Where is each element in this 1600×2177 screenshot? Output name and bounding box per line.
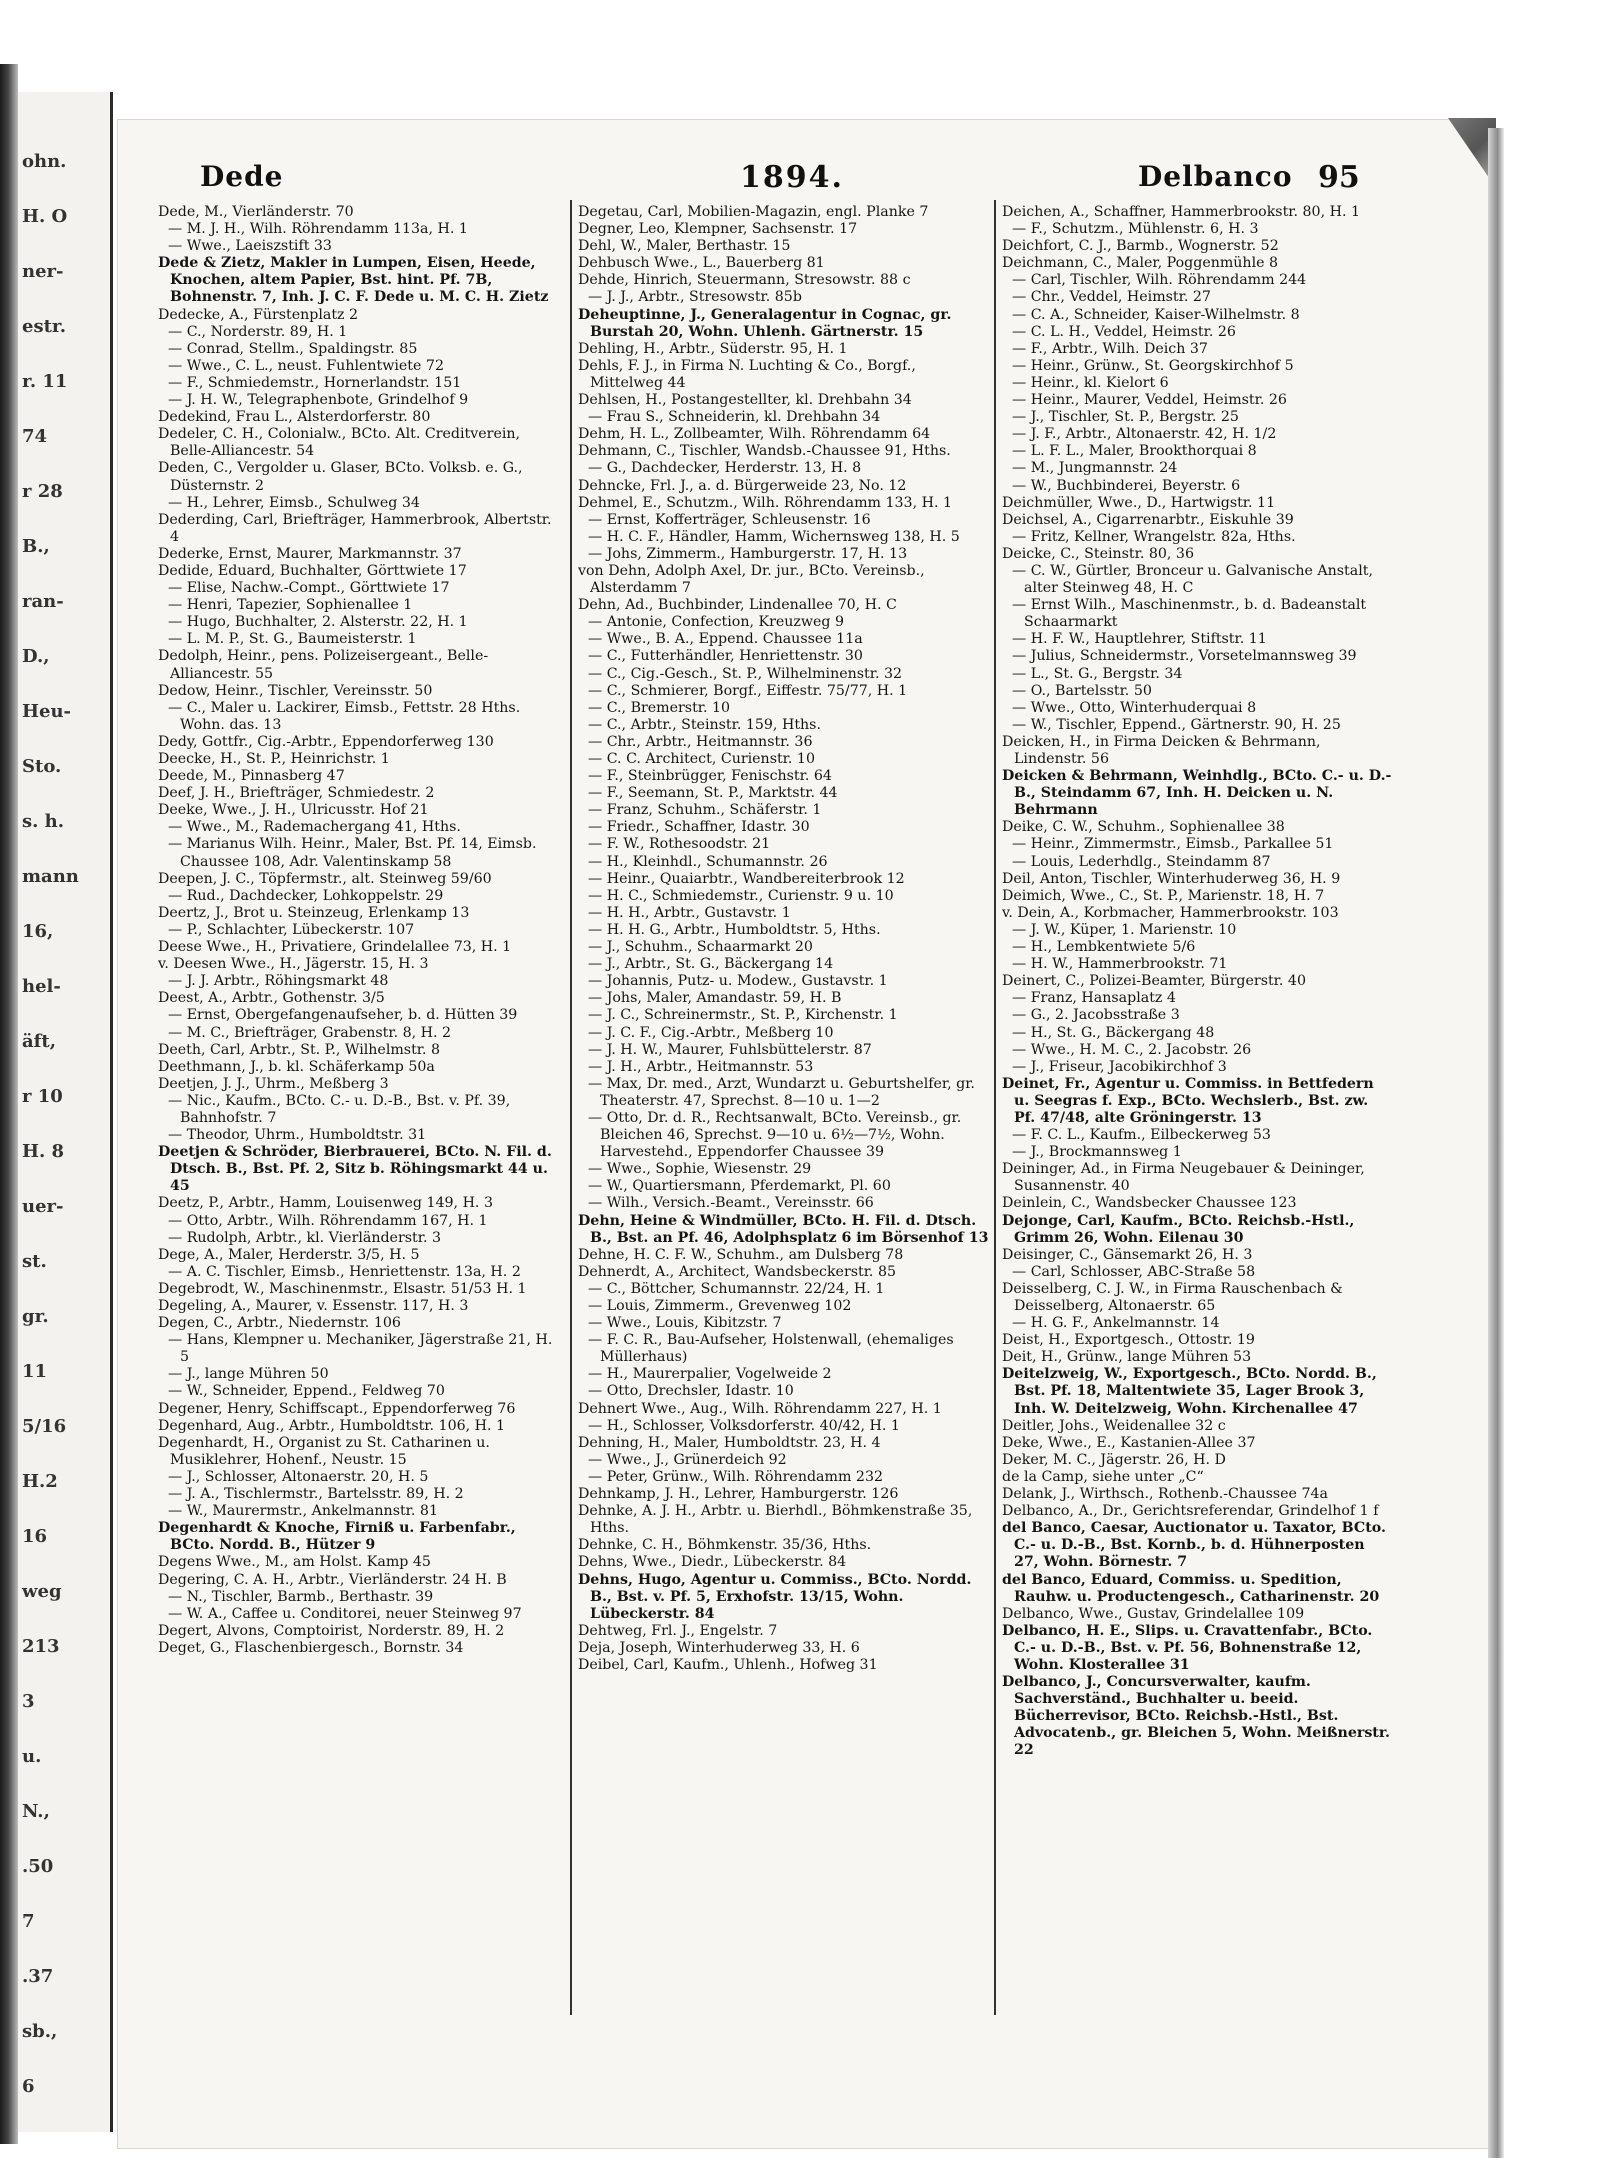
previous-page-fragment: sb., bbox=[22, 2021, 58, 2042]
directory-entry: — Marianus Wilh. Heinr., Maler, Bst. Pf. 14, Eimsb. Chaussee 108, Adr. Valentinskamp 58 bbox=[168, 836, 537, 870]
directory-entry: — C., Norderstr. 89, H. 1 bbox=[168, 323, 348, 340]
directory-entry: Dehnke, C. H., Böhmkenstr. 35/36, Hths. bbox=[578, 1537, 872, 1554]
directory-entry: — F. C. L., Kaufm., Eilbeckerweg 53 bbox=[1012, 1127, 1271, 1144]
directory-entry: — H. H., Arbtr., Gustavstr. 1 bbox=[588, 904, 791, 921]
scan-shadow-right bbox=[1488, 128, 1504, 2158]
directory-entry: Deimich, Wwe., C., St. P., Marienstr. 18, H. 7 bbox=[1002, 887, 1325, 904]
directory-entry: Dedecke, A., Fürstenplatz 2 bbox=[158, 306, 359, 323]
directory-entry: — W., Schneider, Eppend., Feldweg 70 bbox=[168, 1383, 445, 1400]
directory-entry: Dehns, Hugo, Agentur u. Commiss., BCto. Nordd. B., Bst. v. Pf. 5, Erxhofstr. 13/15, Wohn. Lübeckerstr. 84 bbox=[578, 1571, 972, 1622]
directory-entry: Deden, C., Vergolder u. Glaser, BCto. Volksb. e. G., Düsternstr. 2 bbox=[158, 460, 523, 494]
previous-page-fragment: H.2 bbox=[22, 1471, 58, 1492]
directory-entry: — Friedr., Schaffner, Idastr. 30 bbox=[588, 819, 810, 836]
directory-entry: von Dehn, Adolph Axel, Dr. jur., BCto. Vereinsb., Alsterdamm 7 bbox=[578, 562, 925, 597]
previous-page-fragment: u. bbox=[22, 1746, 42, 1767]
directory-entry: Deethmann, J., b. kl. Schäferkamp 50a bbox=[158, 1058, 435, 1075]
directory-entry: Delbanco, H. E., Slips. u. Cravattenfabr., BCto. C.- u. D.-B., Bst. v. Pf. 56, Bohnenstraße 12, Wohn. Klosterallee 31 bbox=[1002, 1622, 1373, 1673]
previous-page-fragment: 6 bbox=[22, 2076, 35, 2097]
directory-entry: — W., Maurermstr., Ankelmannstr. 81 bbox=[168, 1503, 438, 1520]
directory-entry: — F., Schutzm., Mühlenstr. 6, H. 3 bbox=[1012, 221, 1259, 238]
directory-entry: Deinlein, C., Wandsbecker Chaussee 123 bbox=[1002, 1195, 1297, 1212]
directory-entry: — J., Tischler, St. P., Bergstr. 25 bbox=[1012, 409, 1239, 426]
directory-entry: — H., Kleinhdl., Schumannstr. 26 bbox=[588, 853, 828, 870]
directory-entry: — Wwe., M., Rademachergang 41, Hths. bbox=[168, 819, 461, 836]
directory-entry: Dehls, F. J., in Firma N. Luchting & Co., Borgf., Mittelweg 44 bbox=[578, 357, 916, 391]
directory-entry: — H., Lehrer, Eimsb., Schulweg 34 bbox=[168, 494, 420, 511]
directory-entry: Deichsel, A., Cigarrenarbtr., Eiskuhle 39 bbox=[1002, 511, 1294, 528]
directory-entry: Dehn, Heine & Windmüller, BCto. H. Fil. d. Dtsch. B., Bst. an Pf. 46, Adolphsplatz 6 im Börsenhof 13 bbox=[578, 1212, 989, 1246]
directory-entry: — J. F., Arbtr., Altonaerstr. 42, H. 1/2 bbox=[1012, 426, 1277, 443]
directory-entry: — Wwe., Louis, Kibitzstr. 7 bbox=[588, 1315, 782, 1332]
directory-entry: — Ernst, Kofferträger, Schleusenstr. 16 bbox=[588, 511, 871, 528]
directory-entry: — J., Schlosser, Altonaerstr. 20, H. 5 bbox=[168, 1468, 429, 1485]
directory-entry: — Ernst, Obergefangenaufseher, b. d. Hütten 39 bbox=[168, 1007, 518, 1024]
previous-page-fragment: r 28 bbox=[22, 481, 63, 502]
directory-entry: Dege, A., Maler, Herderstr. 3/5, H. 5 bbox=[158, 1246, 420, 1263]
directory-entry: — Hugo, Buchhalter, 2. Alsterstr. 22, H. 1 bbox=[168, 614, 468, 631]
directory-entry: Deichmüller, Wwe., D., Hartwigstr. 11 bbox=[1002, 494, 1276, 511]
previous-page-edge bbox=[18, 92, 113, 2132]
directory-entry: Dehmann, C., Tischler, Wandsb.-Chaussee 91, Hths. bbox=[578, 443, 951, 460]
directory-entry: — C., Cig.-Gesch., St. P., Wilhelminenstr. 32 bbox=[588, 665, 903, 682]
directory-entry: — Wwe., Laeiszstift 33 bbox=[168, 238, 332, 255]
directory-entry: — J. H. W., Maurer, Fuhlsbüttelerstr. 87 bbox=[588, 1041, 872, 1058]
directory-entry: v. Deesen Wwe., H., Jägerstr. 15, H. 3 bbox=[158, 956, 429, 973]
directory-entry: Deit, H., Grünw., lange Mühren 53 bbox=[1002, 1349, 1252, 1366]
previous-page-fragment: 3 bbox=[22, 1691, 35, 1712]
directory-entry: Dehning, H., Maler, Humboldtstr. 23, H. 4 bbox=[578, 1434, 881, 1451]
directory-entry: — C., Futterhändler, Henriettenstr. 30 bbox=[588, 648, 863, 665]
directory-entry: Deetjen & Schröder, Bierbrauerei, BCto. N. Fil. d. Dtsch. B., Bst. Pf. 2, Sitz b. Röhingsmarkt 44 u. 45 bbox=[158, 1144, 552, 1195]
directory-entry: — J., Brockmannsweg 1 bbox=[1012, 1144, 1182, 1161]
directory-entry: Deertz, J., Brot u. Steinzeug, Erlenkamp 13 bbox=[158, 904, 470, 921]
directory-entry: Degen, C., Arbtr., Niedernstr. 106 bbox=[158, 1315, 401, 1332]
directory-entry: Dehling, H., Arbtr., Süderstr. 95, H. 1 bbox=[578, 340, 848, 357]
directory-entry: Dehn, Ad., Buchbinder, Lindenallee 70, H. C bbox=[578, 597, 897, 614]
directory-entry: Dede & Zietz, Makler in Lumpen, Eisen, Heede, Knochen, altem Papier, Bst. hint. Pf. 7B, Bohnenstr. 7, Inh. J. C. F. Dede u. M. C. H. Zietz bbox=[158, 255, 549, 306]
previous-page-fragment: r. 11 bbox=[22, 371, 68, 392]
directory-entry: de la Camp, siehe unter „C“ bbox=[1002, 1468, 1204, 1485]
directory-entry: — C. W., Gürtler, Bronceur u. Galvanische Anstalt, alter Steinweg 48, H. C bbox=[1012, 562, 1373, 597]
directory-entry: Deininger, Ad., in Firma Neugebauer & Deininger, Susannenstr. 40 bbox=[1002, 1161, 1365, 1195]
directory-entry: — Johs, Zimmerm., Hamburgerstr. 17, H. 13 bbox=[588, 545, 908, 562]
directory-entry: — Carl, Tischler, Wilh. Röhrendamm 244 bbox=[1012, 272, 1307, 289]
directory-entry: — J., Schuhm., Schaarmarkt 20 bbox=[588, 939, 813, 956]
directory-entry: — N., Tischler, Barmb., Berthastr. 39 bbox=[168, 1588, 434, 1605]
directory-entry: Dehlsen, H., Postangestellter, kl. Drehbahn 34 bbox=[578, 392, 912, 409]
directory-entry: — Johs, Maler, Amandastr. 59, H. B bbox=[588, 990, 842, 1007]
directory-entry: Deitelzweig, W., Exportgesch., BCto. Nordd. B., Bst. Pf. 18, Maltentwiete 35, Lager Brook 3, Inh. W. Deitelzweig, Wohn. Kirchenallee 47 bbox=[1002, 1366, 1377, 1417]
directory-entry: Degeling, A., Maurer, v. Essenstr. 117, H. 3 bbox=[158, 1298, 469, 1314]
directory-entry: — J. H. W., Telegraphenbote, Grindelhof 9 bbox=[168, 392, 469, 409]
directory-entry: Deetz, P., Arbtr., Hamm, Louisenweg 149, H. 3 bbox=[158, 1195, 493, 1212]
directory-entry: — C. C. Architect, Curienstr. 10 bbox=[588, 751, 815, 767]
previous-page-fragment: 7 bbox=[22, 1911, 35, 1932]
directory-entry: Deef, J. H., Briefträger, Schmiedestr. 2 bbox=[158, 785, 435, 802]
directory-entry: Deicken, H., in Firma Deicken & Behrmann, Lindenstr. 56 bbox=[1002, 733, 1321, 767]
directory-entry: — H., Schlosser, Volksdorferstr. 40/42, H. 1 bbox=[588, 1417, 900, 1434]
directory-entry: — W., Tischler, Eppend., Gärtnerstr. 90, H. 25 bbox=[1012, 716, 1341, 733]
directory-entry: Dehne, H. C. F. W., Schuhm., am Dulsberg 78 bbox=[578, 1246, 904, 1263]
directory-entry: — M., Jungmannstr. 24 bbox=[1012, 460, 1178, 477]
directory-entry: Dede, M., Vierländerstr. 70 bbox=[158, 204, 354, 220]
directory-entry: — A. C. Tischler, Eimsb., Henriettenstr. 13a, H. 2 bbox=[168, 1263, 521, 1280]
directory-entry: Degebrodt, W., Maschinenmstr., Elsastr. 51/53 H. 1 bbox=[158, 1280, 527, 1297]
previous-page-fragment: weg bbox=[22, 1581, 62, 1602]
directory-entry: Dehde, Hinrich, Steuermann, Stresowstr. 88 c bbox=[578, 272, 911, 289]
previous-page-fragment: Sto. bbox=[22, 756, 62, 777]
directory-entry: — Wwe., H. M. C., 2. Jacobstr. 26 bbox=[1012, 1041, 1252, 1058]
previous-page-fragment: st. bbox=[22, 1251, 47, 1272]
directory-entry: Delbanco, J., Concursverwalter, kaufm. Sachverständ., Buchhalter u. beeid. Bücherrevisor, BCto. Reichsb.-Hstl., Bst. Advocatenb., gr. Bleichen 5, Wohn. Meißnerstr. 22 bbox=[1002, 1674, 1390, 1759]
directory-entry: Deicke, C., Steinstr. 80, 36 bbox=[1002, 545, 1194, 562]
page-number: 95 bbox=[1318, 160, 1360, 195]
directory-entry: Delbanco, A., Dr., Gerichtsreferendar, Grindelhof 1 f bbox=[1002, 1503, 1379, 1520]
directory-entry: — Otto, Drechsler, Idastr. 10 bbox=[588, 1383, 794, 1400]
directory-entry: — Heinr., Zimmermstr., Eimsb., Parkallee 51 bbox=[1012, 836, 1334, 853]
directory-entry: — M. J. H., Wilh. Röhrendamm 113a, H. 1 bbox=[168, 221, 468, 238]
scan-shadow-left bbox=[0, 64, 18, 2144]
directory-entry: — C., Böttcher, Schumannstr. 22/24, H. 1 bbox=[588, 1280, 885, 1297]
directory-entry: — Wilh., Versich.-Beamt., Vereinsstr. 66 bbox=[588, 1195, 874, 1212]
previous-page-fragment: s. h. bbox=[22, 811, 65, 832]
directory-entry: Dederke, Ernst, Maurer, Markmannstr. 37 bbox=[158, 545, 462, 562]
directory-entry: — C. L. H., Veddel, Heimstr. 26 bbox=[1012, 323, 1236, 340]
directory-entry: Dehbusch Wwe., L., Bauerberg 81 bbox=[578, 255, 825, 272]
directory-entry: Deike, C. W., Schuhm., Sophienallee 38 bbox=[1002, 819, 1285, 836]
directory-entry: Dehnke, A. J. H., Arbtr. u. Bierhdl., Böhmkenstraße 35, Hths. bbox=[578, 1503, 973, 1537]
previous-page-fragment: 16 bbox=[22, 1526, 48, 1547]
directory-entry: — O., Bartelsstr. 50 bbox=[1012, 682, 1152, 699]
directory-entry: — F. W., Rothesoodstr. 21 bbox=[588, 836, 771, 853]
directory-entry: — J. J. Arbtr., Röhingsmarkt 48 bbox=[168, 973, 389, 990]
directory-entry: — Franz, Hansaplatz 4 bbox=[1012, 990, 1176, 1007]
previous-page-fragment: H. O bbox=[22, 206, 68, 227]
directory-entry: Dehl, W., Maler, Berthastr. 15 bbox=[578, 238, 791, 255]
directory-entry: Deetjen, J. J., Uhrm., Meßberg 3 bbox=[158, 1075, 389, 1092]
directory-entry: — Chr., Arbtr., Heitmannstr. 36 bbox=[588, 733, 813, 750]
directory-entry: — H., Maurerpalier, Vogelweide 2 bbox=[588, 1366, 832, 1383]
directory-entry: Dehm, H. L., Zollbeamter, Wilh. Röhrendamm 64 bbox=[578, 426, 931, 443]
directory-entry: — M. C., Briefträger, Grabenstr. 8, H. 2 bbox=[168, 1024, 452, 1041]
column-middle bbox=[578, 204, 990, 2084]
directory-entry: Deitler, Johs., Weidenallee 32 c bbox=[1002, 1417, 1226, 1434]
previous-page-fragment: r 10 bbox=[22, 1086, 63, 1107]
directory-entry: — W., Quartiersmann, Pferdemarkt, Pl. 60 bbox=[588, 1178, 891, 1195]
previous-page-fragment: N., bbox=[22, 1801, 50, 1822]
previous-page-fragment: D., bbox=[22, 646, 50, 667]
previous-page-fragment: äft, bbox=[22, 1031, 56, 1052]
directory-entry: Deicken & Behrmann, Weinhdlg., BCto. C.- u. D.-B., Steindamm 67, Inh. H. Deicken u. N. Behrmann bbox=[1002, 768, 1392, 819]
previous-page-fragment: hel- bbox=[22, 976, 61, 997]
directory-entry: — Elise, Nachw.-Compt., Görttwiete 17 bbox=[168, 580, 450, 597]
directory-entry: Degering, C. A. H., Arbtr., Vierländerstr. 24 H. B bbox=[158, 1571, 507, 1588]
directory-entry: — C., Schmierer, Borgf., Eiffestr. 75/77, H. 1 bbox=[588, 682, 908, 699]
directory-entry: Deichfort, C. J., Barmb., Wognerstr. 52 bbox=[1002, 238, 1279, 255]
directory-entry: del Banco, Caesar, Auctionator u. Taxator, BCto. C.- u. D.-B., Bst. Kornb., b. d. Hühnerposten 27, Wohn. Börnestr. 7 bbox=[1002, 1520, 1386, 1571]
year-heading: 1894. bbox=[740, 160, 844, 195]
directory-entry: — Louis, Lederhdlg., Steindamm 87 bbox=[1012, 853, 1271, 870]
column-left bbox=[158, 204, 564, 2084]
directory-entry: — J. J., Arbtr., Stresowstr. 85b bbox=[588, 289, 802, 306]
directory-entry: — J. C. F., Cig.-Arbtr., Meßberg 10 bbox=[588, 1024, 834, 1041]
previous-page-fragment: 213 bbox=[22, 1636, 60, 1657]
directory-entry: — Heinr., Quaiarbtr., Wandbereiterbrook 12 bbox=[588, 870, 905, 887]
column-rule bbox=[570, 200, 572, 2015]
directory-entry: Deichmann, C., Maler, Poggenmühle 8 bbox=[1002, 255, 1279, 272]
page-header bbox=[118, 160, 1388, 208]
directory-entry: Deibel, Carl, Kaufm., Uhlenh., Hofweg 31 bbox=[578, 1656, 878, 1673]
previous-page-fragment: estr. bbox=[22, 316, 66, 337]
directory-entry: Dedy, Gottfr., Cig.-Arbtr., Eppendorferweg 130 bbox=[158, 733, 494, 750]
directory-entry: Deeth, Carl, Arbtr., St. P., Wilhelmstr. 8 bbox=[158, 1041, 441, 1058]
directory-entry: Dehnert Wwe., Aug., Wilh. Röhrendamm 227, H. 1 bbox=[578, 1400, 942, 1417]
column-right bbox=[1002, 204, 1392, 2084]
directory-entry: Dedolph, Heinr., pens. Polizeisergeant., Belle-Alliancestr. 55 bbox=[158, 648, 489, 682]
directory-entry: Deker, M. C., Jägerstr. 26, H. D bbox=[1002, 1451, 1226, 1468]
directory-entry: Deese Wwe., H., Privatiere, Grindelallee 73, H. 1 bbox=[158, 939, 512, 956]
directory-entry: — C. A., Schneider, Kaiser-Wilhelmstr. 8 bbox=[1012, 306, 1300, 323]
directory-entry: Deepen, J. C., Töpfermstr., alt. Steinweg 59/60 bbox=[158, 870, 492, 887]
directory-entry: — H., St. G., Bäckergang 48 bbox=[1012, 1024, 1215, 1041]
directory-entry: — L. M. P., St. G., Baumeisterstr. 1 bbox=[168, 631, 417, 648]
directory-entry: — Otto, Arbtr., Wilh. Röhrendamm 167, H. 1 bbox=[168, 1212, 488, 1229]
directory-entry: Dehns, Wwe., Diedr., Lübeckerstr. 84 bbox=[578, 1554, 847, 1571]
directory-entry: Degenhardt & Knoche, Firniß u. Farbenfabr., BCto. Nordd. B., Hützer 9 bbox=[158, 1520, 516, 1554]
directory-entry: — Wwe., B. A., Eppend. Chaussee 11a bbox=[588, 631, 863, 648]
directory-entry: — Theodor, Uhrm., Humboldtstr. 31 bbox=[168, 1127, 427, 1144]
directory-entry: — J. W., Küper, 1. Marienstr. 10 bbox=[1012, 921, 1237, 938]
directory-entry: Deichen, A., Schaffner, Hammerbrookstr. 80, H. 1 bbox=[1002, 204, 1361, 220]
directory-entry: — Conrad, Stellm., Spaldingstr. 85 bbox=[168, 340, 418, 357]
directory-entry: Dehmel, E., Schutzm., Wilh. Röhrendamm 133, H. 1 bbox=[578, 494, 953, 511]
directory-entry: — Otto, Dr. d. R., Rechtsanwalt, BCto. Vereinsb., gr. Bleichen 46, Sprechst. 9—10 u. 6½—7½, Wohn. Harvestehd., Eppendorfer Chaussee 39 bbox=[588, 1109, 962, 1161]
directory-entry: — Wwe., J., Grünerdeich 92 bbox=[588, 1451, 787, 1468]
directory-entry: — Max, Dr. med., Arzt, Wundarzt u. Geburtshelfer, gr. Theaterstr. 47, Sprechst. 8—10 u. 1—2 bbox=[588, 1075, 975, 1109]
directory-entry: Dedow, Heinr., Tischler, Vereinsstr. 50 bbox=[158, 682, 433, 699]
directory-entry: Deinet, Fr., Agentur u. Commiss. in Bettfedern u. Seegras f. Exp., BCto. Wechslerb., Bst. zw. Pf. 47/48, alte Gröningerstr. 13 bbox=[1002, 1075, 1374, 1126]
directory-entry: Deede, M., Pinnasberg 47 bbox=[158, 768, 345, 785]
directory-entry: — Julius, Schneidermstr., Vorsetelmannsweg 39 bbox=[1012, 648, 1357, 665]
directory-entry: Deecke, H., St. P., Heinrichstr. 1 bbox=[158, 751, 390, 767]
running-head-right: Delbanco bbox=[1138, 160, 1293, 193]
directory-entry: — Ernst Wilh., Maschinenmstr., b. d. Badeanstalt Schaarmarkt bbox=[1012, 597, 1367, 631]
directory-entry: del Banco, Eduard, Commiss. u. Spedition, Rauhw. u. Productengesch., Catharinenstr. 20 bbox=[1002, 1571, 1380, 1605]
directory-entry: — Wwe., Sophie, Wiesenstr. 29 bbox=[588, 1161, 812, 1178]
directory-entry: — L., St. G., Bergstr. 34 bbox=[1012, 665, 1183, 682]
directory-entry: — J., Arbtr., St. G., Bäckergang 14 bbox=[588, 956, 834, 973]
previous-page-fragment: Heu- bbox=[22, 701, 72, 722]
directory-entry: — Antonie, Confection, Kreuzweg 9 bbox=[588, 614, 845, 631]
directory-entry: Degens Wwe., M., am Holst. Kamp 45 bbox=[158, 1554, 431, 1571]
directory-entry: — G., 2. Jacobsstraße 3 bbox=[1012, 1007, 1180, 1024]
directory-entry: — Chr., Veddel, Heimstr. 27 bbox=[1012, 289, 1211, 306]
previous-page-fragment: uer- bbox=[22, 1196, 64, 1217]
directory-entry: — W., Buchbinderei, Beyerstr. 6 bbox=[1012, 477, 1241, 494]
directory-entry: Degenhardt, H., Organist zu St. Catharinen u. Musiklehrer, Hohenf., Neustr. 15 bbox=[158, 1434, 490, 1468]
directory-entry: — H. F. W., Hauptlehrer, Stiftstr. 11 bbox=[1012, 631, 1267, 648]
directory-entry: — Franz, Schuhm., Schäferstr. 1 bbox=[588, 802, 822, 819]
directory-entry: — J., Friseur, Jacobikirchhof 3 bbox=[1012, 1058, 1227, 1075]
directory-entry: — Heinr., Grünw., St. Georgskirchhof 5 bbox=[1012, 357, 1294, 374]
directory-entry: — H. C., Schmiedemstr., Curienstr. 9 u. 10 bbox=[588, 887, 894, 904]
directory-entry: — Henri, Tapezier, Sophienallee 1 bbox=[168, 597, 413, 614]
directory-entry: — F., Steinbrügger, Fenischstr. 64 bbox=[588, 768, 832, 785]
directory-entry: Degener, Henry, Schiffscapt., Eppendorferweg 76 bbox=[158, 1400, 516, 1417]
previous-page-fragment: 11 bbox=[22, 1361, 48, 1382]
directory-entry: Degert, Alvons, Comptoirist, Norderstr. 89, H. 2 bbox=[158, 1622, 505, 1639]
directory-entry: Deget, G., Flaschenbiergesch., Bornstr. 34 bbox=[158, 1639, 464, 1656]
directory-entry: — Rudolph, Arbtr., kl. Vierländerstr. 3 bbox=[168, 1229, 441, 1246]
directory-entry: — P., Schlachter, Lübeckerstr. 107 bbox=[168, 921, 415, 938]
previous-page-fragment: 5/16 bbox=[22, 1416, 67, 1437]
directory-entry: Dehnkamp, J. H., Lehrer, Hamburgerstr. 126 bbox=[578, 1486, 899, 1503]
directory-entry: — H. W., Hammerbrookstr. 71 bbox=[1012, 956, 1228, 973]
running-head-left: Dede bbox=[200, 160, 284, 193]
directory-entry: Delank, J., Wirthsch., Rothenb.-Chaussee 74a bbox=[1002, 1486, 1328, 1503]
directory-entry: Dehtweg, Frl. J., Engelstr. 7 bbox=[578, 1622, 778, 1639]
directory-entry: — Fritz, Kellner, Wrangelstr. 82a, Hths. bbox=[1012, 528, 1296, 545]
directory-entry: Degner, Leo, Klempner, Sachsenstr. 17 bbox=[578, 221, 858, 238]
directory-entry: — Frau S., Schneiderin, kl. Drehbahn 34 bbox=[588, 409, 881, 426]
directory-entry: Deinert, C., Polizei-Beamter, Bürgerstr. 40 bbox=[1002, 973, 1306, 990]
directory-entry: Delbanco, Wwe., Gustav, Grindelallee 109 bbox=[1002, 1605, 1305, 1622]
directory-entry: — Johannis, Putz- u. Modew., Gustavstr. 1 bbox=[588, 973, 888, 990]
directory-entry: — F., Arbtr., Wilh. Deich 37 bbox=[1012, 340, 1208, 357]
directory-entry: — H. C. F., Händler, Hamm, Wichernsweg 138, H. 5 bbox=[588, 528, 960, 545]
column-rule bbox=[994, 200, 996, 2015]
previous-page-fragment: .50 bbox=[22, 1856, 54, 1877]
directory-entry: Degetau, Carl, Mobilien-Magazin, engl. Planke 7 bbox=[578, 204, 929, 220]
previous-page-fragment: B., bbox=[22, 536, 50, 557]
directory-entry: Deheuptinne, J., Generalagentur in Cognac, gr. Burstah 20, Wohn. Uhlenh. Gärtnerstr. 15 bbox=[578, 306, 952, 340]
previous-page-fragment: 74 bbox=[22, 426, 48, 447]
directory-entry: — J. H., Arbtr., Heitmannstr. 53 bbox=[588, 1058, 814, 1075]
directory-entry: — Heinr., kl. Kielort 6 bbox=[1012, 374, 1169, 391]
directory-entry: Dehnerdt, A., Architect, Wandsbeckerstr. 85 bbox=[578, 1263, 896, 1280]
previous-page-fragment: ran- bbox=[22, 591, 64, 612]
directory-entry: Deeke, Wwe., J. H., Ulricusstr. Hof 21 bbox=[158, 802, 429, 819]
previous-page-fragment: .37 bbox=[22, 1966, 54, 1987]
directory-entry: Dederding, Carl, Briefträger, Hammerbrook, Albertstr. 4 bbox=[158, 511, 552, 545]
directory-entry: — F., Schmiedemstr., Hornerlandstr. 151 bbox=[168, 374, 462, 391]
directory-entry: — C., Maler u. Lackirer, Eimsb., Fettstr. 28 Hths. Wohn. das. 13 bbox=[168, 699, 521, 733]
directory-entry: — F., Seemann, St. P., Marktstr. 44 bbox=[588, 785, 838, 802]
previous-page-fragment: mann bbox=[22, 866, 79, 887]
directory-entry: — G., Dachdecker, Herderstr. 13, H. 8 bbox=[588, 460, 862, 477]
previous-page-fragment: H. 8 bbox=[22, 1141, 65, 1162]
directory-entry: v. Dein, A., Korbmacher, Hammerbrookstr. 103 bbox=[1002, 904, 1339, 921]
previous-page-fragment: 16, bbox=[22, 921, 54, 942]
directory-entry: Deke, Wwe., E., Kastanien-Allee 37 bbox=[1002, 1434, 1256, 1451]
previous-page-fragment: gr. bbox=[22, 1306, 49, 1327]
directory-entry: — H., Lembkentwiete 5/6 bbox=[1012, 939, 1196, 956]
directory-entry: — Peter, Grünw., Wilh. Röhrendamm 232 bbox=[588, 1468, 883, 1485]
directory-entry: — Rud., Dachdecker, Lohkoppelstr. 29 bbox=[168, 887, 444, 904]
directory-entry: — Nic., Kaufm., BCto. C.- u. D.-B., Bst. v. Pf. 39, Bahnhofstr. 7 bbox=[168, 1092, 511, 1126]
directory-entry: — L. F. L., Maler, Brookthorquai 8 bbox=[1012, 443, 1257, 460]
directory-entry: — Carl, Schlosser, ABC-Straße 58 bbox=[1012, 1263, 1256, 1280]
directory-entry: — Wwe., Otto, Winterhuderquai 8 bbox=[1012, 699, 1257, 716]
directory-entry: — C., Bremerstr. 10 bbox=[588, 699, 731, 716]
directory-entry: — Heinr., Maurer, Veddel, Heimstr. 26 bbox=[1012, 392, 1287, 409]
directory-entry: — J., lange Mühren 50 bbox=[168, 1366, 329, 1383]
directory-entry: — J. C., Schreinermstr., St. P., Kirchenstr. 1 bbox=[588, 1007, 898, 1024]
directory-entry: — H. G. F., Ankelmannstr. 14 bbox=[1012, 1315, 1220, 1332]
directory-entry: Dejonge, Carl, Kaufm., BCto. Reichsb.-Hstl., Grimm 26, Wohn. Eilenau 30 bbox=[1002, 1212, 1355, 1246]
directory-entry: Dedide, Eduard, Buchhalter, Görttwiete 17 bbox=[158, 562, 467, 579]
previous-page-fragment: ner- bbox=[22, 261, 64, 282]
directory-entry: — F. C. R., Bau-Aufseher, Holstenwall, (ehemaliges Müllerhaus) bbox=[588, 1332, 954, 1366]
directory-entry: — Wwe., C. L., neust. Fuhlentwiete 72 bbox=[168, 357, 444, 374]
directory-entry: Dedeler, C. H., Colonialw., BCto. Alt. Creditverein, Belle-Alliancestr. 54 bbox=[158, 426, 521, 460]
directory-entry: — J. A., Tischlermstr., Bartelsstr. 89, H. 2 bbox=[168, 1486, 464, 1503]
directory-entry: Dehncke, Frl. J., a. d. Bürgerweide 23, No. 12 bbox=[578, 477, 907, 494]
directory-entry: Deisselberg, C. J. W., in Firma Rauschenbach & Deisselberg, Altonaerstr. 65 bbox=[1002, 1280, 1343, 1314]
previous-page-fragment: ohn. bbox=[22, 151, 67, 172]
directory-entry: Deisinger, C., Gänsemarkt 26, H. 3 bbox=[1002, 1246, 1253, 1263]
directory-entry: — C., Arbtr., Steinstr. 159, Hths. bbox=[588, 716, 821, 733]
directory-entry: Deist, H., Exportgesch., Ottostr. 19 bbox=[1002, 1332, 1255, 1349]
directory-entry: Degenhard, Aug., Arbtr., Humboldtstr. 106, H. 1 bbox=[158, 1417, 506, 1434]
directory-entry: — Hans, Klempner u. Mechaniker, Jägerstraße 21, H. 5 bbox=[168, 1332, 553, 1366]
directory-entry: Dedekind, Frau L., Alsterdorferstr. 80 bbox=[158, 409, 431, 426]
directory-entry: Deja, Joseph, Winterhuderweg 33, H. 6 bbox=[578, 1639, 860, 1656]
directory-entry: — H. H. G., Arbtr., Humboldtstr. 5, Hths. bbox=[588, 921, 881, 938]
directory-entry: Deil, Anton, Tischler, Winterhuderweg 36, H. 9 bbox=[1002, 870, 1341, 887]
directory-entry: — Louis, Zimmerm., Grevenweg 102 bbox=[588, 1298, 852, 1314]
directory-entry: Deest, A., Arbtr., Gothenstr. 3/5 bbox=[158, 990, 385, 1007]
directory-entry: — W. A., Caffee u. Conditorei, neuer Steinweg 97 bbox=[168, 1605, 522, 1622]
